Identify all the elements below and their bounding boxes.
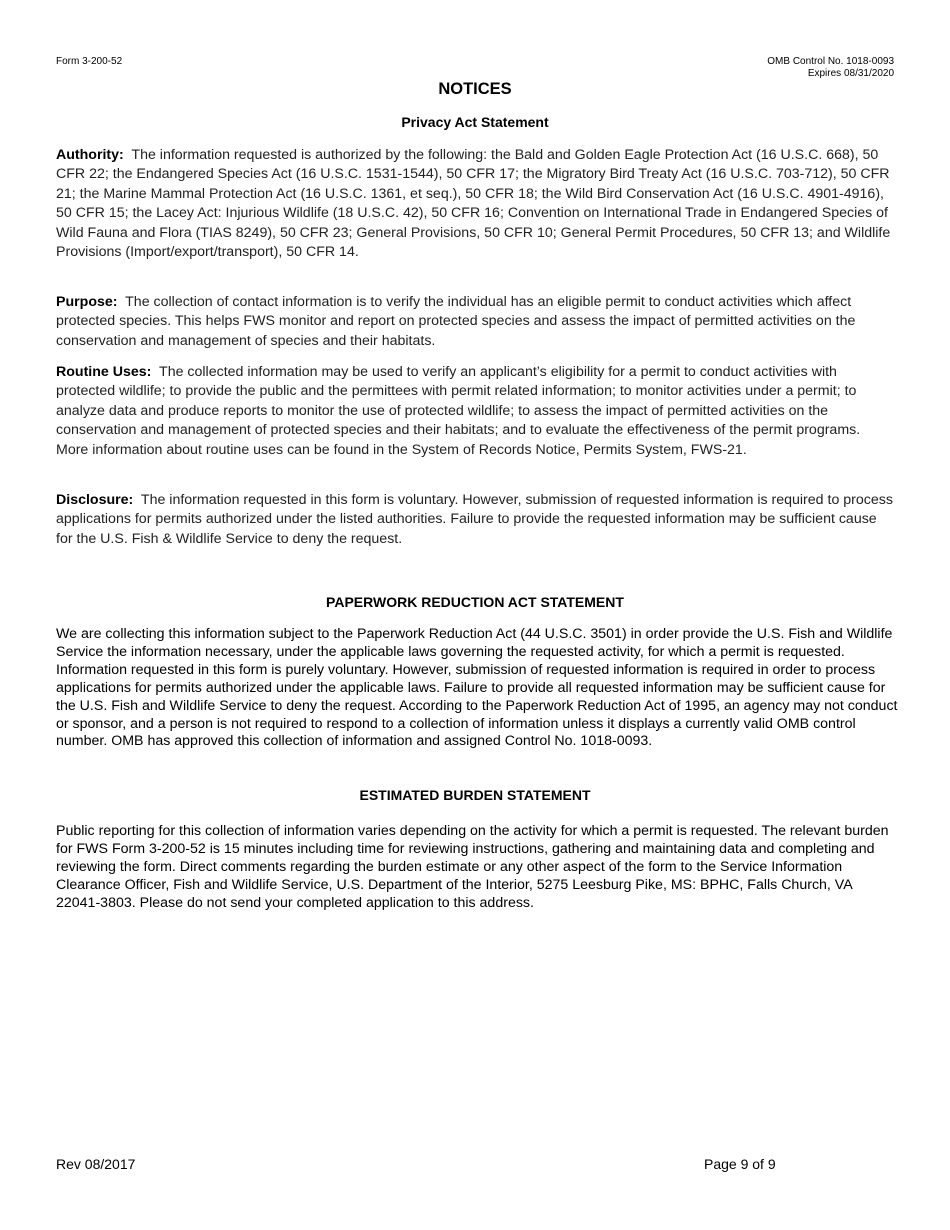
disclosure-paragraph	[56, 491, 896, 549]
paperwork-heading: PAPERWORK REDUCTION ACT STATEMENT	[326, 594, 624, 610]
authority-paragraph	[56, 146, 896, 262]
page-title: NOTICES	[438, 80, 512, 98]
form-number: Form 3-200-52	[56, 56, 123, 67]
privacy-act-heading: Privacy Act Statement	[401, 114, 549, 130]
purpose-text: The collection of contact information is to verify the individual has an eligible permit to conduct activities which affect protected species. This helps FWS monitor and report on protected species and assess the impact of permitted activities on the conservation and management of species and their habitats.	[56, 294, 856, 349]
omb-info	[767, 56, 894, 80]
omb-control-number: OMB Control No. 1018-0093	[767, 56, 894, 67]
paperwork-paragraph: We are collecting this information subject to the Paperwork Reduction Act (44 U.S.C. 3501) in order provide the U.S. Fish and Wildlife Service the information necessary, under the applicable laws governing the requested activity, for which a permit is requested. Information requested in this form is purely voluntary. However, submission of requested information is required in order to process applications for permits authorized under the applicable laws. Failure to provide all requested information may be sufficient cause for the U.S. Fish and Wildlife Service to deny the request. According to the Paperwork Reduction Act of 1995, an agency may not conduct or sponsor, and a person is not required to respond to a collection of information unless it displays a currently valid OMB control number. OMB has approved this collection of information and assigned Control No. 1018-0093.	[56, 626, 898, 750]
expiration-date: Expires 08/31/2020	[807, 68, 894, 79]
routine-uses-text: The collected information may be used to verify an applicant’s eligibility for a permit to conduct activities with protected wildlife; to provide the public and the permittees with permit related information; to monitor activities under a permit; to analyze data and produce reports to monitor the use of protected wildlife; to assess the impact of permitted activities on the conservation and management of protected species and their habitats; and to evaluate the effectiveness of the permit programs. More information about routine uses can be found in the System of Records Notice, Permits System, FWS-21.	[56, 364, 861, 458]
authority-label: Authority:	[56, 147, 124, 163]
disclosure-label: Disclosure:	[56, 492, 134, 508]
authority-text: The information requested is authorized by the following: the Bald and Golden Eagle Protection Act (16 U.S.C. 668), 50 CFR 22; the Endangered Species Act (16 U.S.C. 1531-1544), 50 CFR 17; the Migratory Bird Treaty Act (16 U.S.C. 703-712), 50 CFR 21; the Marine Mammal Protection Act (16 U.S.C. 1361, et seq.), 50 CFR 18; the Wild Bird Conservation Act (16 U.S.C. 4901-4916), 50 CFR 15; the Lacey Act: Injurious Wildlife (18 U.S.C. 42), 50 CFR 16; Convention on International Trade in Endangered Species of Wild Fauna and Flora (TIAS 8249), 50 CFR 23; General Provisions, 50 CFR 10; General Permit Procedures, 50 CFR 13; and Wildlife Provisions (Import/export/transport), 50 CFR 14.	[56, 147, 891, 261]
page-number: Page 9 of 9	[704, 1156, 776, 1172]
purpose-label: Purpose:	[56, 294, 118, 310]
routine-uses-paragraph	[56, 363, 896, 460]
burden-heading: ESTIMATED BURDEN STATEMENT	[359, 787, 591, 803]
routine-uses-label: Routine Uses:	[56, 364, 152, 380]
purpose-paragraph	[56, 293, 896, 351]
burden-paragraph: Public reporting for this collection of information varies depending on the activity for which a permit is requested. The relevant burden for FWS Form 3-200-52 is 15 minutes including time for reviewing instructions, gathering and maintaining data and completing and reviewing the form. Direct comments regarding the burden estimate or any other aspect of the form to the Service Information Clearance Officer, Fish and Wildlife Service, U.S. Department of the Interior, 5275 Leesburg Pike, MS: BPHC, Falls Church, VA 22041-3803. Please do not send your completed application to this address.	[56, 823, 889, 911]
disclosure-text: The information requested in this form is voluntary. However, submission of requested information is required to process applications for permits authorized under the listed authorities. Failure to provide the requested information may be sufficient cause for the U.S. Fish & Wildlife Service to deny the request.	[56, 492, 893, 547]
revision-date: Rev 08/2017	[56, 1156, 136, 1172]
